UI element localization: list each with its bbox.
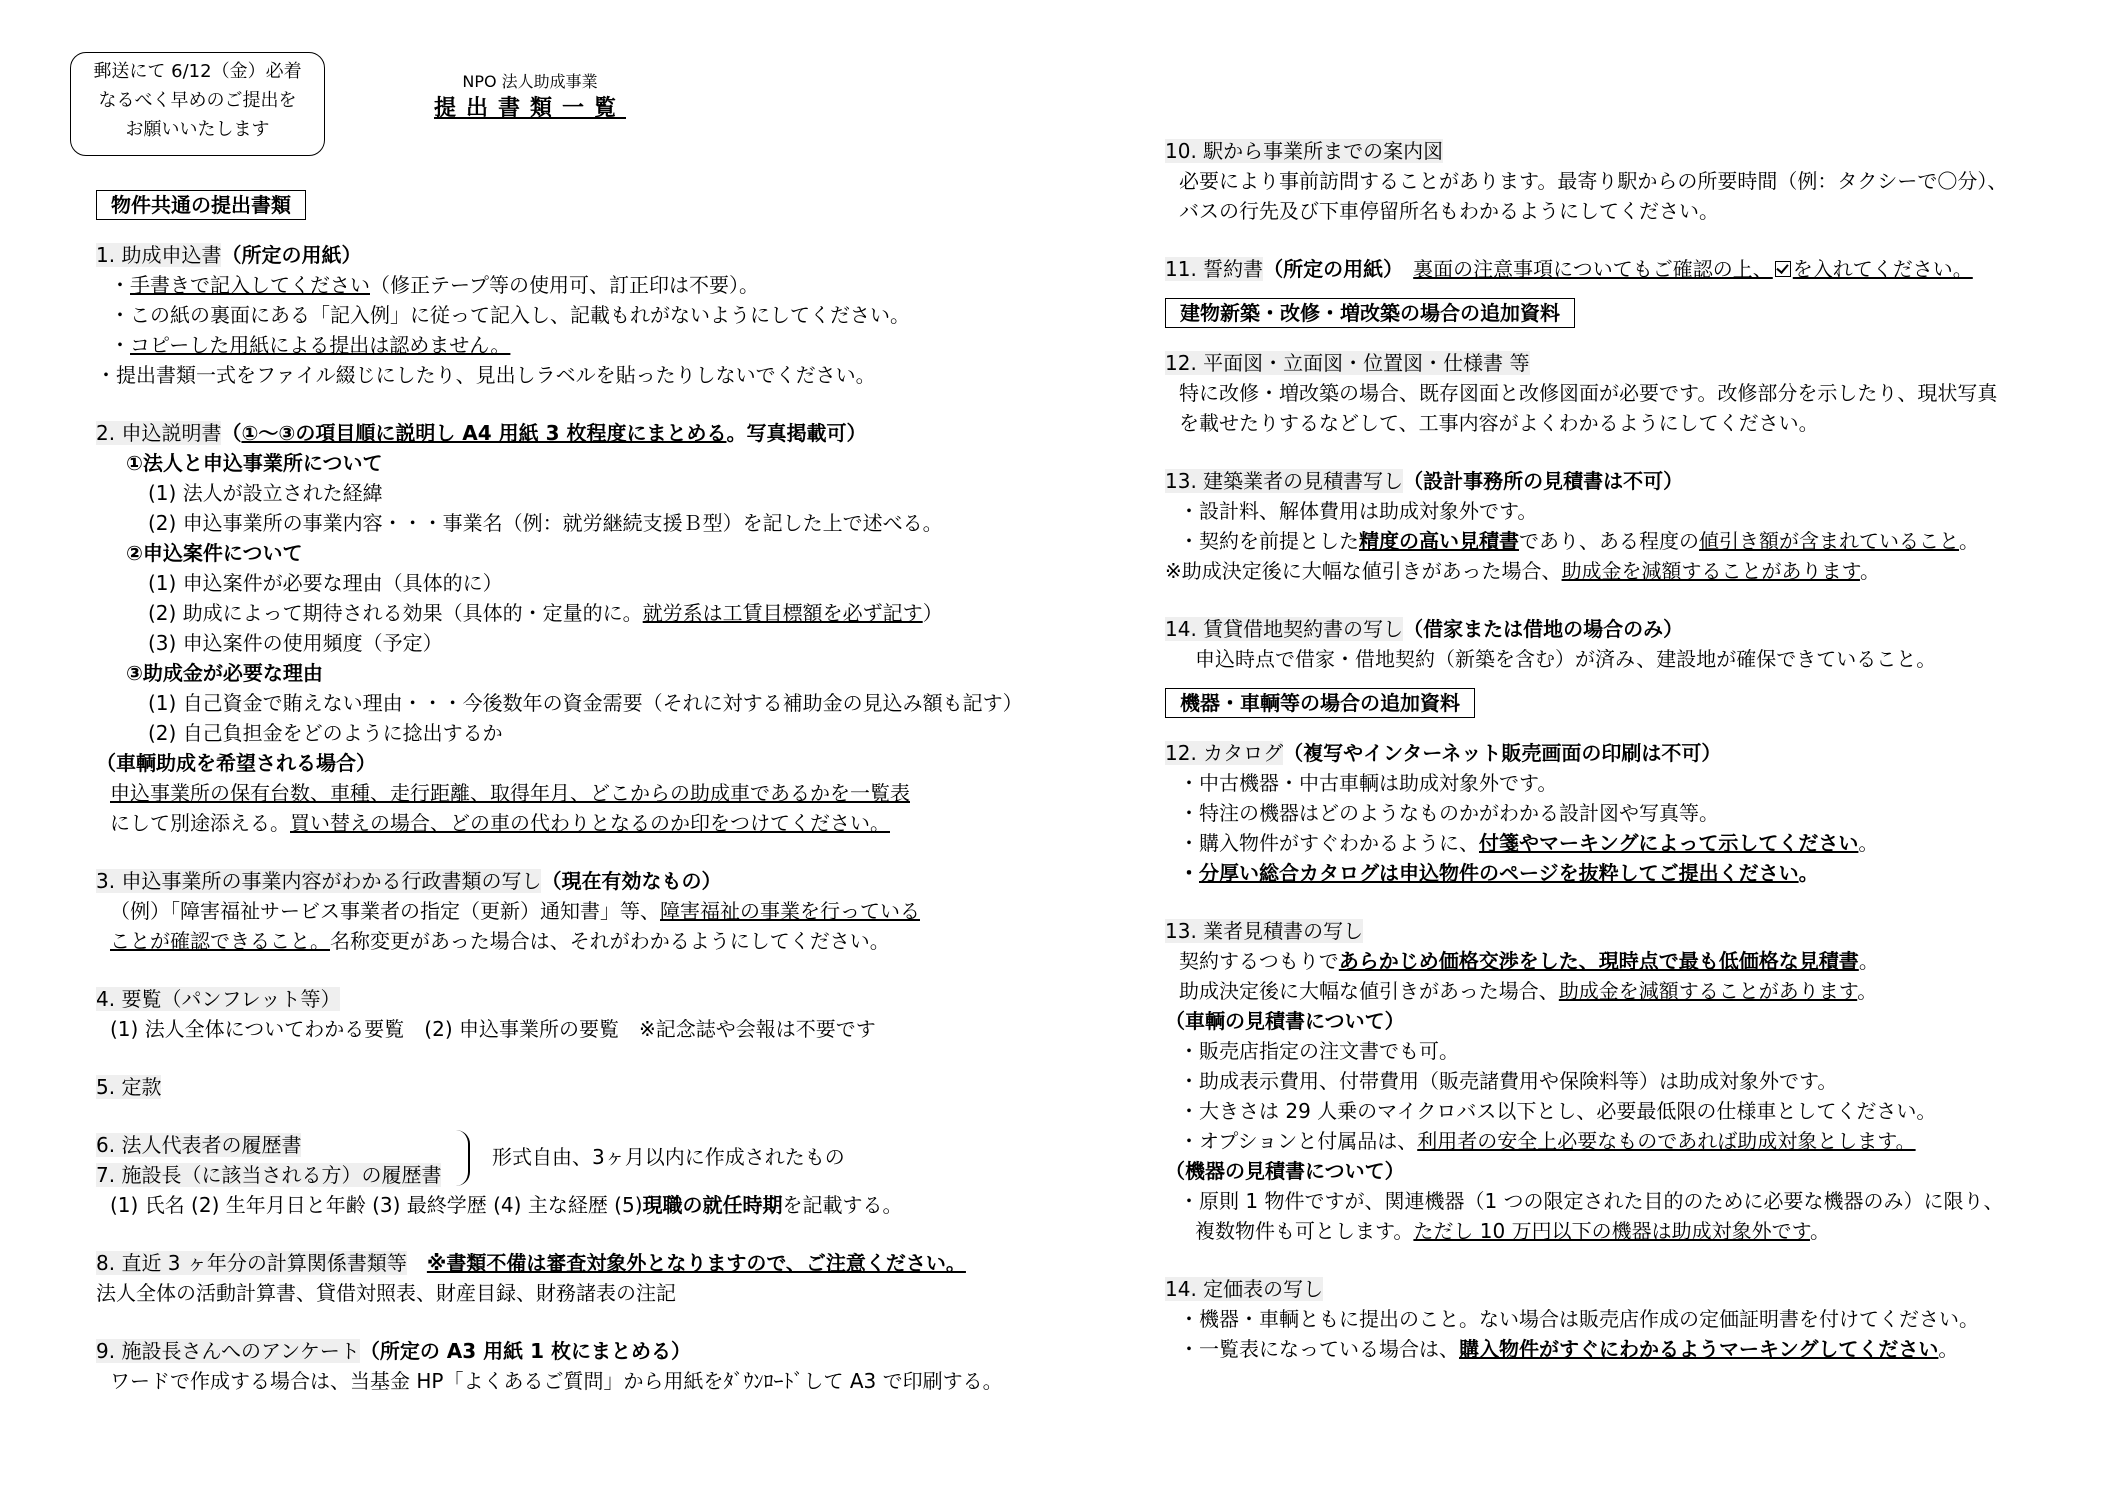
subheading: （車輌の見積書について） xyxy=(1165,1009,1405,1033)
left-column xyxy=(96,190,1056,1424)
subheading: ②申込案件について xyxy=(126,541,303,565)
text: 契約するつもりで xyxy=(1179,949,1339,973)
text: 精度の高い見積書 xyxy=(1359,529,1519,553)
item-note: （複写やインターネット販売画面の印刷は不可） xyxy=(1283,741,1722,765)
item-title: 2. 申込説明書 xyxy=(96,421,222,445)
text: (1) 氏名 (2) 生年月日と年齢 (3) 最終学歴 (4) 主な経歴 (5) xyxy=(110,1193,643,1217)
text: (1) 法人が設立された経緯 xyxy=(148,481,383,505)
text: であり、ある程度の xyxy=(1519,529,1699,553)
text: を載せたりするなどして、工事内容がよくわかるようにしてください。 xyxy=(1179,411,1819,435)
text: (2) 助成によって期待される効果（具体的・定量的に。 xyxy=(148,601,643,625)
item-title: 14. 賃貸借地契約書の写し xyxy=(1165,617,1404,641)
text: 。 xyxy=(1798,861,1819,885)
text: 必要により事前訪問することがあります。最寄り駅からの所要時間（例：タクシーで〇分）、 xyxy=(1179,169,2008,193)
item-title: 13. 業者見積書の写し xyxy=(1165,919,1364,943)
text: ・販売店指定の注文書でも可。 xyxy=(1179,1039,1459,1063)
item-13-equipment xyxy=(1165,916,2085,1246)
text: 助成決定後に大幅な値引きがあった場合、 xyxy=(1179,979,1559,1003)
text: コピーした用紙による提出は認めません。 xyxy=(130,333,511,357)
item-title: 3. 申込事業所の事業内容がわかる行政書類の写し xyxy=(96,869,542,893)
notice-line: お願いいたします xyxy=(125,119,270,140)
text: ・一覧表になっている場合は、 xyxy=(1179,1337,1459,1361)
text: （修正テープ等の使用可、訂正印は不要）。 xyxy=(370,273,759,297)
item-14-building xyxy=(1165,614,2085,674)
item-12-equipment xyxy=(1165,738,2085,888)
text: ・機器・車輌ともに提出のこと。ない場合は販売店作成の定価証明書を付けてください。 xyxy=(1179,1307,1979,1331)
text: 。 xyxy=(1858,949,1879,973)
text: 就労系は工賃目標額を必ず記す xyxy=(642,601,923,625)
text: ・契約を前提とした xyxy=(1179,529,1359,553)
text: 手書きで記入してください xyxy=(130,273,370,297)
document-title: 提出書類一覧 xyxy=(433,96,626,121)
document-header xyxy=(370,70,690,124)
subheading: （機器の見積書について） xyxy=(1165,1159,1405,1183)
text: ・特注の機器はどのようなものかがわかる設計図や写真等。 xyxy=(1179,801,1719,825)
text: ただし 10 万円以下の機器は助成対象外です xyxy=(1413,1219,1810,1243)
text: を入れてください。 xyxy=(1792,257,1973,281)
subheading: ③助成金が必要な理由 xyxy=(126,661,323,685)
text: あらかじめ価格交渉をした、現時点で最も低価格な見積書 xyxy=(1338,949,1859,973)
text: (2) 申込事業所の事業内容・・・事業名（例：就労継続支援Ｂ型）を記した上で述べる。 xyxy=(148,511,943,535)
item-9 xyxy=(96,1336,1056,1396)
item-note: 。写真掲載可） xyxy=(726,421,867,445)
organization-label: NPO 法人助成事業 xyxy=(462,72,598,91)
item-title: 12. 平面図・立面図・位置図・仕様書 等 xyxy=(1165,351,1530,375)
item-title: 11. 誓約書 xyxy=(1165,257,1264,281)
text: (1) 自己資金で賄えない理由・・・今後数年の資金需要（それに対する補助金の見込み額も記す） xyxy=(148,691,1023,715)
text: ・提出書類一式をファイル綴じにしたり、見出しラベルを貼ったりしないでください。 xyxy=(96,363,876,387)
text: ・オプションと付属品は、 xyxy=(1179,1129,1418,1153)
deadline-notice xyxy=(70,52,325,156)
item-12-building xyxy=(1165,348,2085,438)
brace-mark xyxy=(454,1130,470,1186)
item-6-7 xyxy=(96,1130,1056,1220)
item-14-equipment xyxy=(1165,1274,2085,1364)
item-5 xyxy=(96,1072,1056,1102)
text: (3) 申込案件の使用頻度（予定） xyxy=(148,631,443,655)
text: (1) 法人全体についてわかる要覧 (2) 申込事業所の要覧 ※記念誌や会報は不要です xyxy=(110,1017,876,1041)
item-title: 10. 駅から事業所までの案内図 xyxy=(1165,139,1444,163)
text: ・この紙の裏面にある「記入例」に従って記入し、記載もれがないようにしてください。 xyxy=(110,303,910,327)
item-title: 14. 定価表の写し xyxy=(1165,1277,1324,1301)
text: 購入物件がすぐにわかるようマーキングしてください xyxy=(1459,1337,1939,1361)
text: 。 xyxy=(1809,1219,1830,1243)
text: (1) 申込案件が必要な理由（具体的に） xyxy=(148,571,503,595)
section-heading-common: 物件共通の提出書類 xyxy=(96,190,306,220)
text: ※助成決定後に大幅な値引きがあった場合、 xyxy=(1165,559,1562,583)
text: 助成金を減額することがあります xyxy=(1558,979,1858,1003)
text: を記載する。 xyxy=(782,1193,903,1217)
item-10 xyxy=(1165,136,2085,226)
item-title: 4. 要覧（パンフレット等） xyxy=(96,987,341,1011)
item-title: 1. 助成申込書 xyxy=(96,243,222,267)
section-heading-equipment: 機器・車輌等の場合の追加資料 xyxy=(1165,688,1475,718)
text: 分厚い総合カタログは申込物件のページを抜粋してご提出ください xyxy=(1199,861,1799,885)
text: 特に改修・増改築の場合、既存図面と改修図面が必要です。改修部分を示したり、現状写真 xyxy=(1179,381,1998,405)
brace-note: 形式自由、3ヶ月以内に作成されたもの xyxy=(492,1145,845,1169)
item-note: （現在有効なもの） xyxy=(541,869,722,893)
text: 買い替えの場合、どの車の代わりとなるのか印をつけてください。 xyxy=(290,811,890,835)
item-title: 13. 建築業者の見積書写し xyxy=(1165,469,1404,493)
text: 。 xyxy=(1857,979,1878,1003)
text: 申込時点で借家・借地契約（新築を含む）が済み、建設地が確保できていること。 xyxy=(1195,647,1937,671)
item-note: （ xyxy=(221,421,242,445)
item-note: （所定の用紙） xyxy=(1263,257,1394,281)
text: 助成金を減額することがあります xyxy=(1561,559,1860,583)
text: 付箋やマーキングによって示してください xyxy=(1479,831,1859,855)
item-note: （設計事務所の見積書は不可） xyxy=(1403,469,1684,493)
text: 。 xyxy=(1938,1337,1959,1361)
text: 。 xyxy=(1859,559,1880,583)
item-title: 5. 定款 xyxy=(96,1075,162,1099)
item-11 xyxy=(1165,254,2085,284)
item-title: 12. カタログ xyxy=(1165,741,1284,765)
text: にして別途添える。 xyxy=(110,811,290,835)
text: 申込事業所の保有台数、車種、走行距離、取得年月、どこからの助成車であるかを一覧表 xyxy=(110,781,910,805)
notice-line: 郵送にて 6/12（金）必着 xyxy=(93,61,302,82)
bullet: ・ xyxy=(110,333,130,357)
text: ・原則 1 物件ですが、関連機器（1 つの限定された目的のために必要な機器のみ）に限り、 xyxy=(1179,1189,2004,1213)
text xyxy=(1413,257,1973,281)
item-title: 9. 施設長さんへのアンケート xyxy=(96,1339,360,1363)
text: ワードで作成する場合は、当基金 HP「よくあるご質問」から用紙をﾀﾞｳﾝﾛｰﾄﾞして A3 で印刷する。 xyxy=(110,1369,1003,1393)
text: ことが確認できること。 xyxy=(110,929,330,953)
item-8 xyxy=(96,1248,1056,1308)
item-1 xyxy=(96,240,1056,390)
text: 裏面の注意事項についてもご確認の上、 xyxy=(1413,257,1773,281)
text: 障害福祉の事業を行っている xyxy=(660,899,920,923)
item-note: （所定の A3 用紙 1 枚にまとめる） xyxy=(359,1339,692,1363)
text: ・中古機器・中古車輌は助成対象外です。 xyxy=(1179,771,1558,795)
subheading: ①法人と申込事業所について xyxy=(126,451,383,475)
item-note: ①～③の項目順に説明し A4 用紙 3 枚程度にまとめる xyxy=(241,421,727,445)
section-heading-building: 建物新築・改修・増改築の場合の追加資料 xyxy=(1165,298,1575,328)
text: 。 xyxy=(1959,529,1979,553)
bullet: ・ xyxy=(110,273,130,297)
text: 法人全体の活動計算書、貸借対照表、財産目録、財務諸表の注記 xyxy=(96,1281,676,1305)
item-3 xyxy=(96,866,1056,956)
text: ・購入物件がすぐわかるように、 xyxy=(1179,831,1479,855)
right-column xyxy=(1165,136,2085,1392)
text: ） xyxy=(922,601,943,625)
text: バスの行先及び下車停留所名もわかるようにしてください。 xyxy=(1179,199,1719,223)
item-note: （所定の用紙） xyxy=(221,243,362,267)
text: 値引き額が含まれていること xyxy=(1699,529,1959,553)
item-title: 6. 法人代表者の履歴書 xyxy=(96,1133,302,1157)
item-2 xyxy=(96,418,1056,838)
text: 。 xyxy=(1858,831,1879,855)
warning-note: ※書類不備は審査対象外となりますので、ご注意ください。 xyxy=(426,1251,966,1275)
text: 利用者の安全上必要なものであれば助成対象とします。 xyxy=(1417,1129,1916,1153)
item-4 xyxy=(96,984,1056,1044)
text: ・大きさは 29 人乗のマイクロバス以下とし、必要最低限の仕様車としてください。 xyxy=(1179,1099,1937,1123)
item-13-building xyxy=(1165,466,2085,586)
text: 現職の就任時期 xyxy=(642,1193,783,1217)
checkbox-icon xyxy=(1775,261,1791,277)
item-note: （借家または借地の場合のみ） xyxy=(1403,617,1684,641)
notice-line: なるべく早めのご提出を xyxy=(98,90,297,111)
text: ・設計料、解体費用は助成対象外です。 xyxy=(1179,499,1538,523)
text: ・助成表示費用、付帯費用（販売諸費用や保険料等）は助成対象外です。 xyxy=(1179,1069,1838,1093)
subheading: （車輌助成を希望される場合） xyxy=(96,751,376,775)
text: 複数物件も可とします。 xyxy=(1195,1219,1414,1243)
item-title: 7. 施設長（に該当される方）の履歴書 xyxy=(96,1163,442,1187)
text: 名称変更があった場合は、それがわかるようにしてください。 xyxy=(330,929,890,953)
text: (2) 自己負担金をどのように捻出するか xyxy=(148,721,503,745)
item-title: 8. 直近 3 ヶ年分の計算関係書類等 xyxy=(96,1251,407,1275)
text: （例）「障害福祉サービス事業者の指定（更新）通知書」等、 xyxy=(110,899,660,923)
text: ・ xyxy=(1179,861,1199,885)
